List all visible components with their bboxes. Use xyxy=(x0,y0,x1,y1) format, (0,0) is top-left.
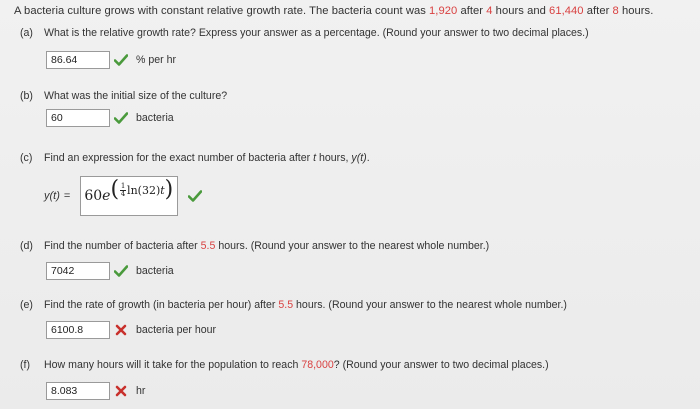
question-a-text: What is the relative growth rate? Express your answer as a percentage. (Round your answer to two decimal places.) xyxy=(44,27,589,39)
answer-c-row xyxy=(44,174,204,218)
formula-fraction xyxy=(120,183,126,198)
check-icon xyxy=(186,188,204,204)
question-c-fn: y(t) xyxy=(351,152,367,164)
formula-var: t xyxy=(160,183,165,197)
check-icon xyxy=(112,110,130,126)
question-a-tag: (a) xyxy=(20,27,33,39)
question-e-value: 5.5 xyxy=(278,299,294,311)
intro-text: hours and xyxy=(492,5,550,17)
question-c-tag: (c) xyxy=(20,152,33,164)
formula-base: e xyxy=(102,188,111,204)
question-f-text: ? (Round your answer to two decimal places.) xyxy=(333,359,549,371)
fraction-numerator: 1 xyxy=(120,181,126,190)
formula-equals: = xyxy=(63,190,71,202)
question-e xyxy=(20,299,567,311)
question-f xyxy=(20,359,549,371)
formula-exponent xyxy=(110,177,174,202)
formula-ln-arg: (32) xyxy=(137,183,161,197)
answer-f-unit: hr xyxy=(136,385,146,397)
question-c-text: hours, xyxy=(316,152,352,164)
intro-text: hours. xyxy=(618,5,654,17)
cross-icon xyxy=(112,383,130,399)
question-f-text: How many hours will it take for the population to reach xyxy=(44,359,302,371)
answer-c-input[interactable] xyxy=(80,176,178,216)
formula-label-fn: y(t) xyxy=(44,190,60,202)
answer-e-row xyxy=(46,320,216,340)
intro-count-2: 61,440 xyxy=(549,5,584,17)
question-d-text: hours. (Round your answer to the nearest whole number.) xyxy=(215,240,490,252)
answer-e-input[interactable]: 6100.8 xyxy=(46,321,110,339)
question-c-text: . xyxy=(366,152,370,164)
question-e-text: Find the rate of growth (in bacteria per hour) after xyxy=(44,299,279,311)
formula-coef: 60 xyxy=(84,188,103,204)
answer-b-input[interactable]: 60 xyxy=(46,109,110,127)
intro-text: after xyxy=(583,5,613,17)
check-icon xyxy=(112,263,130,279)
cross-icon xyxy=(112,322,130,338)
answer-e-unit: bacteria per hour xyxy=(136,324,217,336)
paren-open: ( xyxy=(110,177,120,202)
answer-b-unit: bacteria xyxy=(136,112,174,124)
formula-ln: ln xyxy=(127,183,138,197)
intro-text: after xyxy=(457,5,487,17)
question-f-value: 78,000 xyxy=(301,359,334,371)
question-b-tag: (b) xyxy=(20,90,33,102)
question-e-tag: (e) xyxy=(20,299,33,311)
question-b-text: What was the initial size of the culture? xyxy=(44,90,228,102)
question-d-tag: (d) xyxy=(20,240,33,252)
answer-d-row xyxy=(46,261,174,281)
fraction-denominator: 4 xyxy=(120,189,126,198)
question-d-text: Find the number of bacteria after xyxy=(44,240,201,252)
question-e-text: hours. (Round your answer to the nearest whole number.) xyxy=(293,299,567,311)
intro-count-1: 1,920 xyxy=(429,5,458,17)
question-c xyxy=(20,152,370,164)
answer-f-row xyxy=(46,381,145,401)
intro-text: A bacteria culture grows with constant relative growth rate. The bacteria count was xyxy=(14,5,430,17)
answer-d-input[interactable]: 7042 xyxy=(46,262,110,280)
question-d xyxy=(20,240,489,252)
answer-a-row xyxy=(46,50,176,70)
question-d-value: 5.5 xyxy=(200,240,216,252)
answer-f-input[interactable]: 8.083 xyxy=(46,382,110,400)
paren-close: ) xyxy=(164,177,174,202)
problem-statement xyxy=(14,3,694,19)
question-c-text: Find an expression for the exact number of bacteria after xyxy=(44,152,314,164)
question-c-var: t xyxy=(313,152,317,164)
question-f-tag: (f) xyxy=(20,359,30,371)
question-a xyxy=(20,27,589,39)
answer-a-unit: % per hr xyxy=(136,54,177,66)
answer-a-input[interactable]: 86.64 xyxy=(46,51,110,69)
question-b xyxy=(20,90,227,102)
check-icon xyxy=(112,52,130,68)
answer-d-unit: bacteria xyxy=(136,265,174,277)
intro-hours-2: 8 xyxy=(612,5,619,17)
answer-b-row xyxy=(46,108,174,128)
intro-hours-1: 4 xyxy=(486,5,493,17)
formula-label xyxy=(44,190,70,202)
